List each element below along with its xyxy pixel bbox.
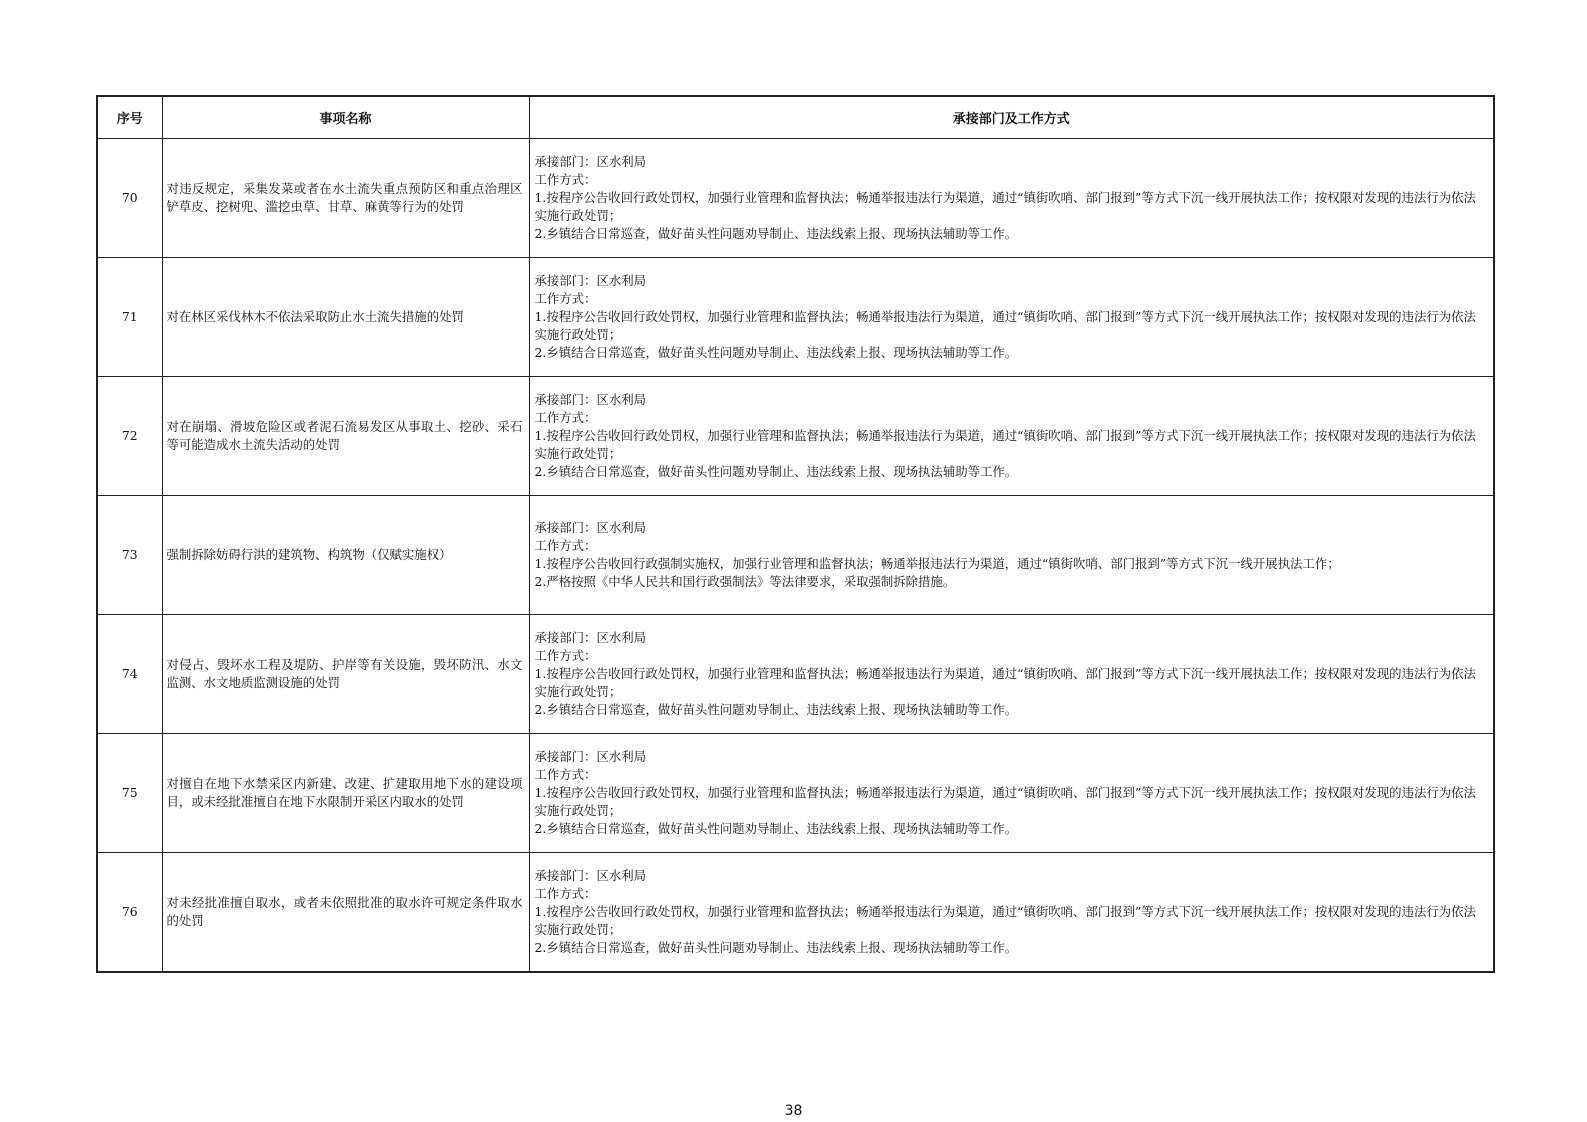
row-item-2: 2.乡镇结合日常巡查，做好苗头性问题劝导制止、违法线索上报、现场执法辅助等工作。 bbox=[534, 345, 1018, 360]
row-seq: 72 bbox=[97, 377, 162, 496]
table-row bbox=[97, 853, 1494, 973]
row-dept: 承接部门：区水利局 bbox=[534, 154, 647, 169]
header-seq: 序号 bbox=[97, 96, 162, 139]
row-dept: 承接部门：区水利局 bbox=[534, 630, 647, 645]
row-matter-name: 对侵占、毁坏水工程及堤防、护岸等有关设施，毁坏防汛、水文监测、水文地质监测设施的处罚 bbox=[162, 615, 529, 734]
row-item-1: 1.按程序公告收回行政处罚权，加强行业管理和监督执法；畅通举报违法行为渠道，通过“镇街吹哨、部门报到”等方式下沉一线开展执法工作；按权限对发现的违法行为依法实施行政处罚； bbox=[534, 428, 1476, 461]
table-header-row bbox=[97, 96, 1494, 139]
row-way-label: 工作方式： bbox=[534, 767, 597, 782]
row-method bbox=[529, 615, 1494, 734]
row-item-1: 1.按程序公告收回行政处罚权，加强行业管理和监督执法；畅通举报违法行为渠道，通过“镇街吹哨、部门报到”等方式下沉一线开展执法工作；按权限对发现的违法行为依法实施行政处罚； bbox=[534, 785, 1476, 818]
row-item-1: 1.按程序公告收回行政处罚权，加强行业管理和监督执法；畅通举报违法行为渠道，通过“镇街吹哨、部门报到”等方式下沉一线开展执法工作；按权限对发现的违法行为依法实施行政处罚； bbox=[534, 666, 1476, 699]
table-row bbox=[97, 734, 1494, 853]
row-way-label: 工作方式： bbox=[534, 886, 597, 901]
row-seq: 74 bbox=[97, 615, 162, 734]
page-number: 38 bbox=[784, 1103, 803, 1119]
table-row bbox=[97, 258, 1494, 377]
row-matter-name: 对在崩塌、滑坡危险区或者泥石流易发区从事取土、挖砂、采石等可能造成水土流失活动的处罚 bbox=[162, 377, 529, 496]
row-way-label: 工作方式： bbox=[534, 648, 597, 663]
document-table-container bbox=[96, 95, 1493, 973]
row-way-label: 工作方式： bbox=[534, 410, 597, 425]
row-method bbox=[529, 734, 1494, 853]
row-dept: 承接部门：区水利局 bbox=[534, 273, 647, 288]
row-way-label: 工作方式： bbox=[534, 538, 597, 553]
row-seq: 73 bbox=[97, 496, 162, 615]
row-method bbox=[529, 496, 1494, 615]
row-item-2: 2.乡镇结合日常巡查，做好苗头性问题劝导制止、违法线索上报、现场执法辅助等工作。 bbox=[534, 940, 1018, 955]
row-method bbox=[529, 258, 1494, 377]
row-method bbox=[529, 377, 1494, 496]
table-row bbox=[97, 496, 1494, 615]
row-dept: 承接部门：区水利局 bbox=[534, 868, 647, 883]
row-way-label: 工作方式： bbox=[534, 291, 597, 306]
row-item-1: 1.按程序公告收回行政处罚权，加强行业管理和监督执法；畅通举报违法行为渠道，通过“镇街吹哨、部门报到”等方式下沉一线开展执法工作；按权限对发现的违法行为依法实施行政处罚； bbox=[534, 904, 1476, 937]
row-method bbox=[529, 853, 1494, 973]
row-item-1: 1.按程序公告收回行政强制实施权，加强行业管理和监督执法；畅通举报违法行为渠道，通过“镇街吹哨、部门报到”等方式下沉一线开展执法工作； bbox=[534, 556, 1340, 571]
row-dept: 承接部门：区水利局 bbox=[534, 749, 647, 764]
table-row bbox=[97, 377, 1494, 496]
row-seq: 75 bbox=[97, 734, 162, 853]
header-name: 事项名称 bbox=[162, 96, 529, 139]
row-dept: 承接部门：区水利局 bbox=[534, 520, 647, 535]
row-item-1: 1.按程序公告收回行政处罚权，加强行业管理和监督执法；畅通举报违法行为渠道，通过“镇街吹哨、部门报到”等方式下沉一线开展执法工作；按权限对发现的违法行为依法实施行政处罚； bbox=[534, 190, 1476, 223]
row-matter-name: 对擅自在地下水禁采区内新建、改建、扩建取用地下水的建设项目，或未经批准擅自在地下水限制开采区内取水的处罚 bbox=[162, 734, 529, 853]
row-item-2: 2.乡镇结合日常巡查，做好苗头性问题劝导制止、违法线索上报、现场执法辅助等工作。 bbox=[534, 821, 1018, 836]
row-matter-name: 对违反规定，采集发菜或者在水土流失重点预防区和重点治理区铲草皮、挖树兜、滥挖虫草、甘草、麻黄等行为的处罚 bbox=[162, 139, 529, 258]
row-seq: 76 bbox=[97, 853, 162, 973]
row-seq: 71 bbox=[97, 258, 162, 377]
row-item-2: 2.乡镇结合日常巡查，做好苗头性问题劝导制止、违法线索上报、现场执法辅助等工作。 bbox=[534, 226, 1018, 241]
row-method bbox=[529, 139, 1494, 258]
row-item-2: 2.乡镇结合日常巡查，做好苗头性问题劝导制止、违法线索上报、现场执法辅助等工作。 bbox=[534, 702, 1018, 717]
header-method: 承接部门及工作方式 bbox=[529, 96, 1494, 139]
row-item-1: 1.按程序公告收回行政处罚权，加强行业管理和监督执法；畅通举报违法行为渠道，通过“镇街吹哨、部门报到”等方式下沉一线开展执法工作；按权限对发现的违法行为依法实施行政处罚； bbox=[534, 309, 1476, 342]
row-way-label: 工作方式： bbox=[534, 172, 597, 187]
table-row bbox=[97, 615, 1494, 734]
row-item-2: 2.严格按照《中华人民共和国行政强制法》等法律要求，采取强制拆除措施。 bbox=[534, 574, 956, 589]
row-item-2: 2.乡镇结合日常巡查，做好苗头性问题劝导制止、违法线索上报、现场执法辅助等工作。 bbox=[534, 464, 1018, 479]
matters-table bbox=[96, 95, 1495, 973]
table-row bbox=[97, 139, 1494, 258]
row-matter-name: 对在林区采伐林木不依法采取防止水土流失措施的处罚 bbox=[162, 258, 529, 377]
row-seq: 70 bbox=[97, 139, 162, 258]
row-dept: 承接部门：区水利局 bbox=[534, 392, 647, 407]
row-matter-name: 强制拆除妨碍行洪的建筑物、构筑物（仅赋实施权） bbox=[162, 496, 529, 615]
row-matter-name: 对未经批准擅自取水，或者未依照批准的取水许可规定条件取水的处罚 bbox=[162, 853, 529, 973]
